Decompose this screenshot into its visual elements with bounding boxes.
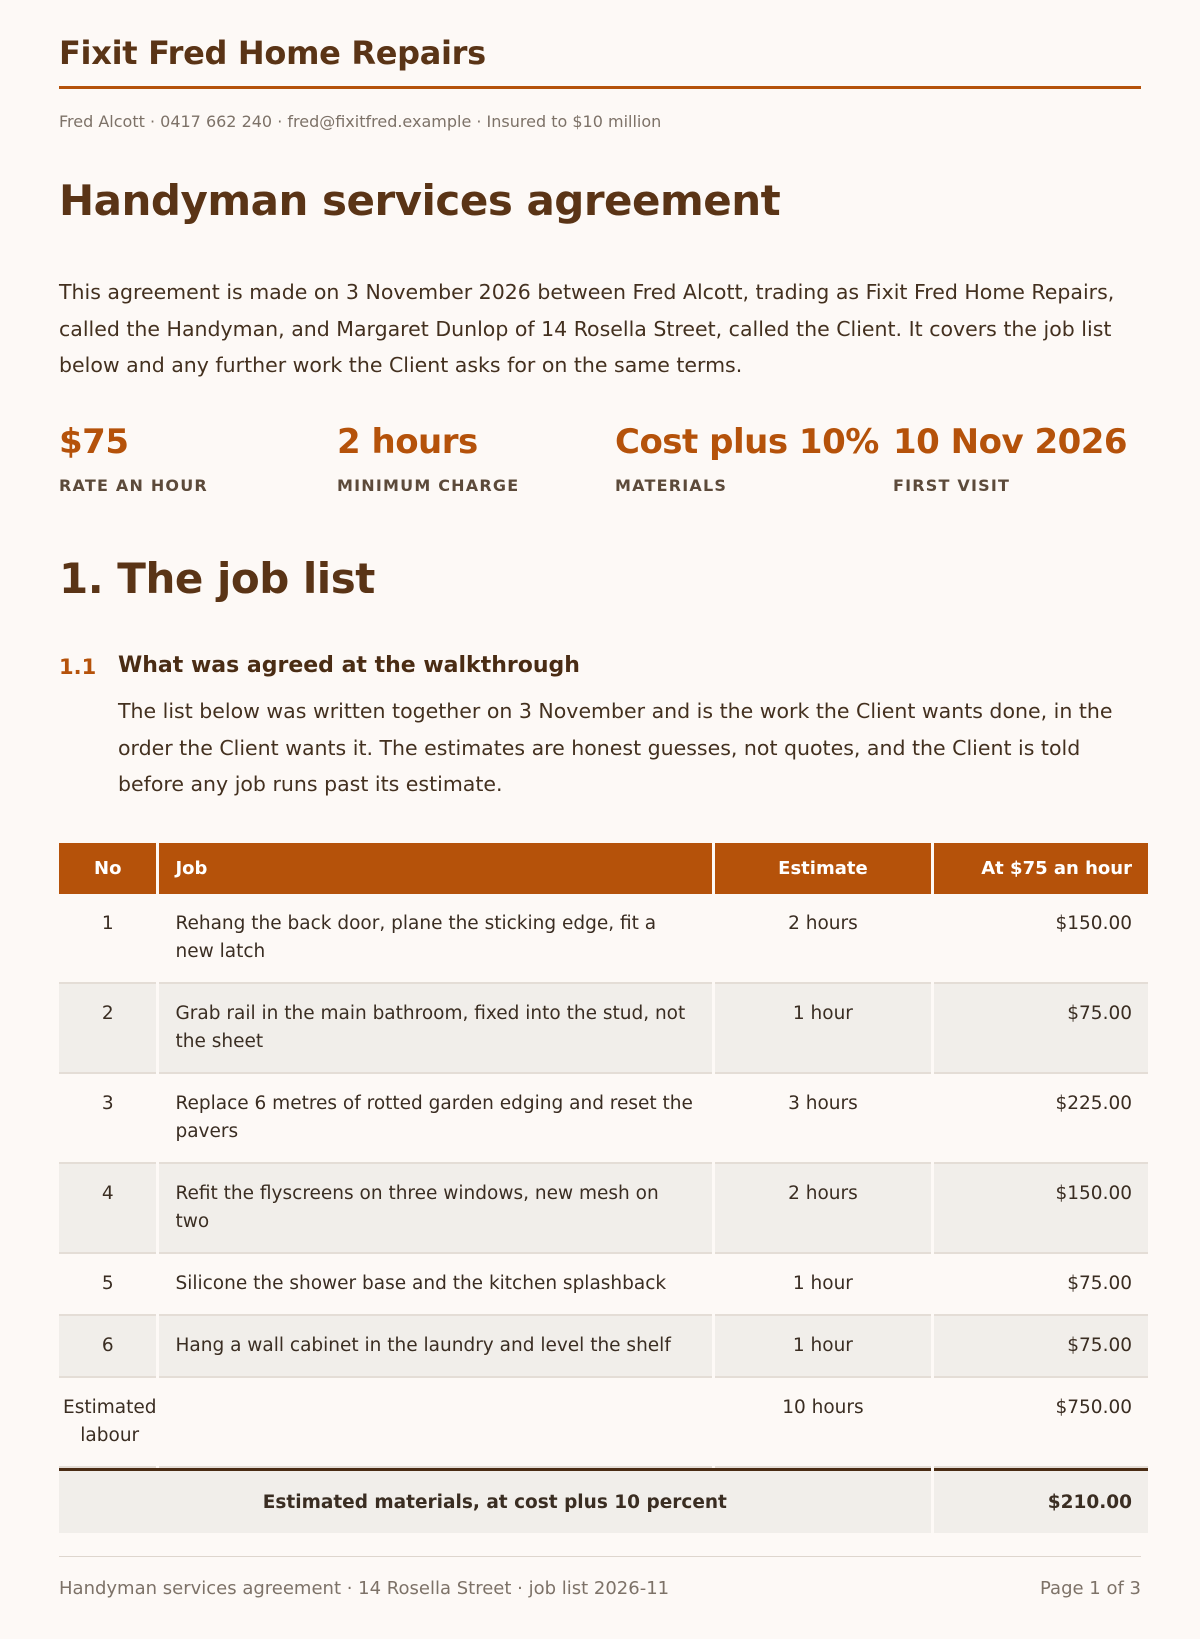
subsection-heading: What was agreed at the walkthrough	[118, 653, 580, 678]
row-amount: $75.00	[934, 1316, 1148, 1378]
row-number: 2	[59, 984, 156, 1074]
row-estimate: 1 hour	[715, 1254, 930, 1316]
row-job: Grab rail in the main bathroom, fixed into the stud, not the sheet	[159, 984, 712, 1074]
section-heading: 1. The job list	[59, 554, 375, 603]
table-row	[59, 1074, 1148, 1164]
table-row	[59, 1254, 1148, 1316]
stat-label: FIRST VISIT	[893, 476, 1011, 495]
row-estimate: 1 hour	[715, 1316, 930, 1378]
stat-label: RATE AN HOUR	[59, 476, 208, 495]
row-estimate: 2 hours	[715, 1164, 930, 1254]
header-rule	[59, 86, 1141, 89]
materials-amount: $210.00	[934, 1468, 1148, 1533]
footer-text: Handyman services agreement · 14 Rosella Street · job list 2026-11	[59, 1578, 670, 1599]
row-amount: $225.00	[934, 1074, 1148, 1164]
contact-line: Fred Alcott · 0417 662 240 · fred@fixitfred.example · Insured to $10 million	[59, 112, 662, 131]
row-job: Hang a wall cabinet in the laundry and level the shelf	[159, 1316, 712, 1378]
column-header-estimate: Estimate	[715, 843, 930, 894]
row-estimate: 1 hour	[715, 984, 930, 1074]
stat-label: MINIMUM CHARGE	[337, 476, 520, 495]
page-number: Page 1 of 3	[1040, 1578, 1141, 1599]
row-job: Silicone the shower base and the kitchen splashback	[159, 1254, 712, 1316]
stat-label: MATERIALS	[615, 476, 728, 495]
table-header-row	[59, 843, 1148, 894]
row-number: 5	[59, 1254, 156, 1316]
labour-job-blank	[159, 1378, 712, 1468]
row-amount: $150.00	[934, 1164, 1148, 1254]
table-row	[59, 984, 1148, 1074]
row-job: Rehang the back door, plane the sticking edge, fit a new latch	[159, 894, 712, 984]
footer-rule	[59, 1556, 1141, 1557]
subsection-number: 1.1	[59, 655, 97, 679]
labour-amount: $750.00	[934, 1378, 1148, 1468]
document-title: Handyman services agreement	[59, 176, 781, 225]
row-amount: $75.00	[934, 984, 1148, 1074]
stat-minimum	[337, 422, 519, 495]
labour-subtotal-row	[59, 1378, 1148, 1468]
stat-first-visit	[893, 422, 1127, 495]
row-estimate: 3 hours	[715, 1074, 930, 1164]
column-header-amount: At $75 an hour	[934, 843, 1148, 894]
row-job: Replace 6 metres of rotted garden edging and reset the pavers	[159, 1074, 712, 1164]
row-number: 4	[59, 1164, 156, 1254]
labour-label: Estimated labour	[59, 1378, 156, 1468]
stat-value: $75	[59, 422, 129, 462]
subsection-paragraph: The list below was written together on 3 November and is the work the Client wants done, in the order the Client wants it. The estimates are honest guesses, not quotes, and the Client is told before any job runs past its estimate.	[118, 699, 1113, 796]
materials-label: Estimated materials, at cost plus 10 percent	[59, 1468, 931, 1533]
row-amount: $150.00	[934, 894, 1148, 984]
column-header-job: Job	[159, 843, 712, 894]
row-amount: $75.00	[934, 1254, 1148, 1316]
stat-value: Cost plus 10%	[615, 422, 879, 462]
materials-total-row	[59, 1468, 1148, 1533]
stat-value: 2 hours	[337, 422, 478, 462]
labour-estimate: 10 hours	[715, 1378, 930, 1468]
stat-materials	[615, 422, 879, 495]
row-number: 3	[59, 1074, 156, 1164]
table-row	[59, 1164, 1148, 1254]
stat-value: 10 Nov 2026	[893, 422, 1128, 462]
row-number: 1	[59, 894, 156, 984]
table-row	[59, 1316, 1148, 1378]
stat-rate	[59, 422, 208, 495]
brand-name: Fixit Fred Home Repairs	[59, 34, 486, 72]
intro-paragraph: This agreement is made on 3 November 2026 between Fred Alcott, trading as Fixit Fred Home Repairs, called the Handyman, and Margaret Dunlop of 14 Rosella Street, called the Client. It covers the job list below and any further work the Client asks for on the same terms.	[59, 280, 1115, 377]
table-row	[59, 894, 1148, 984]
column-header-no: No	[59, 843, 156, 894]
row-number: 6	[59, 1316, 156, 1378]
job-table	[56, 843, 1151, 1533]
row-job: Refit the flyscreens on three windows, new mesh on two	[159, 1164, 712, 1254]
row-estimate: 2 hours	[715, 894, 930, 984]
